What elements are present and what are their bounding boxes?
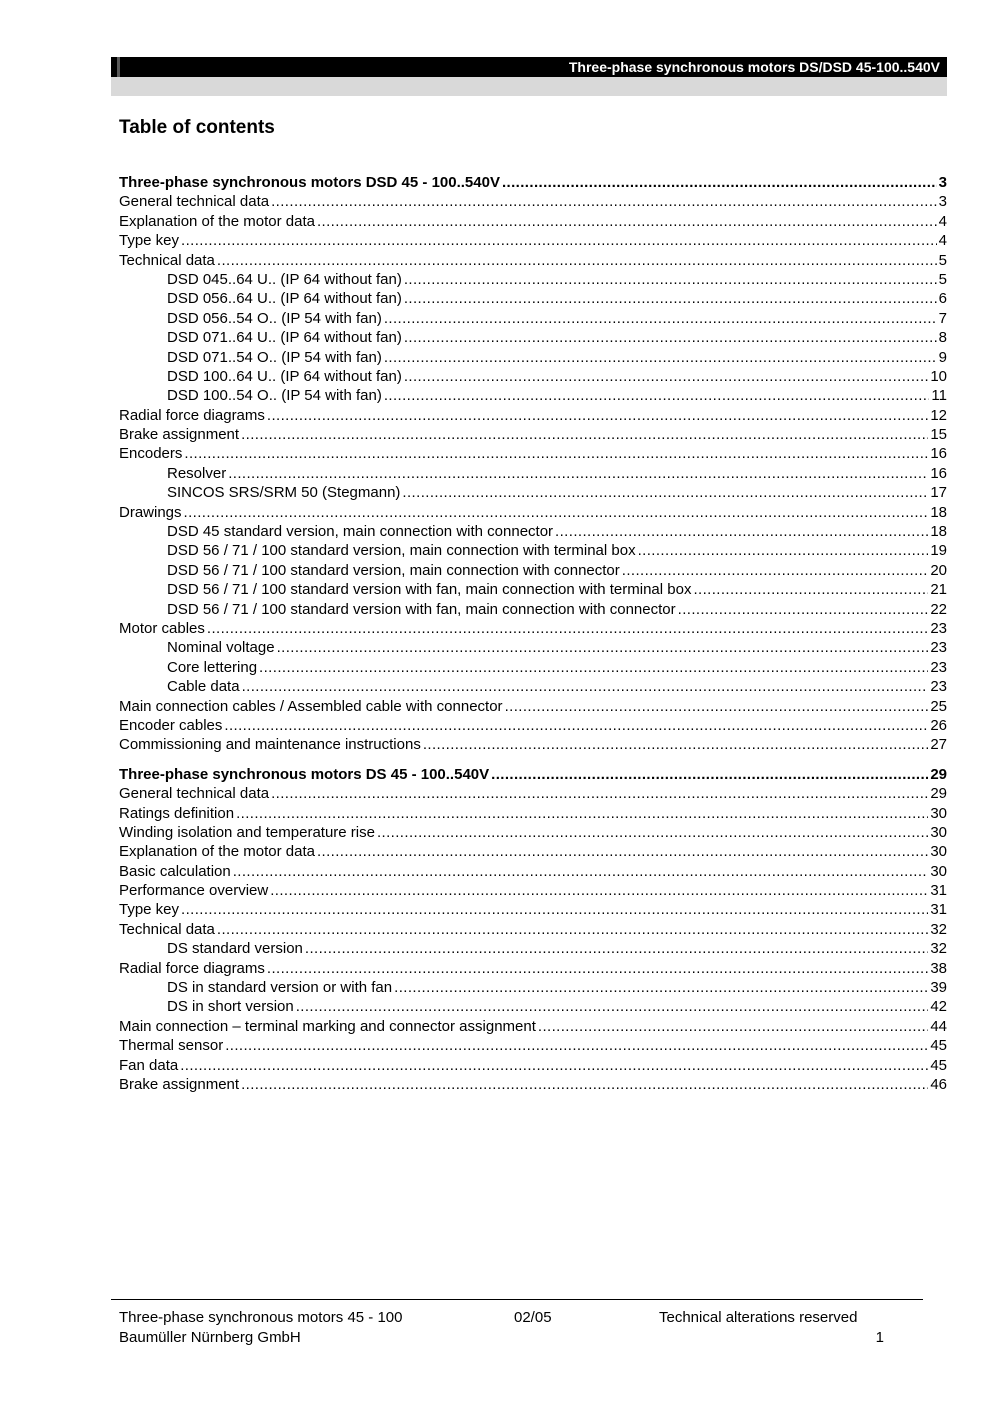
- toc-dot-leader: [384, 309, 937, 328]
- toc-entry-title: DSD 045..64 U.. (IP 64 without fan): [167, 270, 402, 288]
- toc-entry[interactable]: [119, 561, 947, 580]
- footer-date: 02/05: [514, 1309, 552, 1326]
- toc-entry-title: DSD 056..64 U.. (IP 64 without fan): [167, 290, 402, 308]
- toc-entry-title: SINCOS SRS/SRM 50 (Stegmann): [167, 484, 401, 502]
- toc-dot-leader: [404, 289, 937, 308]
- toc-entry-page: 44: [930, 1017, 947, 1035]
- toc-dot-leader: [296, 997, 929, 1016]
- toc-entry-title: DSD 45 standard version, main connection with connector: [167, 523, 554, 541]
- toc-entry-title: Nominal voltage: [167, 639, 275, 657]
- toc-dot-leader: [241, 425, 928, 444]
- toc-entry[interactable]: [119, 1017, 947, 1036]
- toc-entry-page: 15: [930, 426, 947, 444]
- toc-entry-page: 23: [930, 658, 947, 676]
- toc-entry-title: Explanation of the motor data: [119, 843, 315, 861]
- toc-entry[interactable]: [119, 348, 947, 367]
- toc-dot-leader: [317, 842, 928, 861]
- toc-dot-leader: [233, 862, 929, 881]
- toc-dot-leader: [555, 522, 928, 541]
- toc-entry[interactable]: [119, 1056, 947, 1075]
- toc-entry-page: 5: [938, 251, 947, 269]
- toc-entry-title: Ratings definition: [119, 804, 235, 822]
- toc-entry-page: 11: [931, 387, 947, 405]
- toc-dot-leader: [638, 541, 929, 560]
- toc-entry[interactable]: [119, 386, 947, 405]
- toc-dot-leader: [217, 920, 928, 939]
- toc-entry-page: 45: [930, 1056, 947, 1074]
- toc-dot-leader: [404, 328, 937, 347]
- toc-entry-title: Three-phase synchronous motors DS 45 - 100..540V: [119, 765, 490, 783]
- toc-entry[interactable]: [119, 881, 947, 900]
- toc-entry-page: 20: [930, 561, 947, 579]
- toc-entry-page: 23: [930, 639, 947, 657]
- toc-dot-leader: [384, 386, 930, 405]
- toc-entry-title: Core lettering: [167, 658, 258, 676]
- toc-entry[interactable]: [119, 765, 947, 784]
- toc-entry[interactable]: [119, 804, 947, 823]
- toc-dot-leader: [622, 561, 929, 580]
- toc-entry-page: 39: [930, 979, 947, 997]
- toc-entry-title: Cable data: [167, 678, 240, 696]
- toc-entry-title: Commissioning and maintenance instructions: [119, 736, 421, 754]
- toc-entry[interactable]: [119, 862, 947, 881]
- toc-dot-leader: [180, 1056, 928, 1075]
- toc-entry[interactable]: [119, 1075, 947, 1094]
- toc-dot-leader: [241, 1075, 928, 1094]
- toc-entry-page: 27: [930, 736, 947, 754]
- toc-entry[interactable]: [119, 270, 947, 289]
- toc-entry-title: DSD 100..54 O.. (IP 54 with fan): [167, 387, 382, 405]
- toc-dot-leader: [236, 804, 928, 823]
- toc-entry-title: DSD 56 / 71 / 100 standard version, main connection with terminal box: [167, 542, 636, 560]
- toc-entry[interactable]: [119, 503, 947, 522]
- toc-entry[interactable]: [119, 309, 947, 328]
- toc-dot-leader: [271, 192, 937, 211]
- toc-entry[interactable]: [119, 522, 947, 541]
- toc-entry[interactable]: [119, 658, 947, 677]
- toc-entry-title: Winding isolation and temperature rise: [119, 823, 375, 841]
- toc-dot-leader: [305, 939, 928, 958]
- toc-entry-page: 30: [930, 862, 947, 880]
- toc-entry[interactable]: [119, 697, 947, 716]
- toc-entry-title: Performance overview: [119, 882, 269, 900]
- toc-entry-page: 23: [930, 619, 947, 637]
- toc-entry-title: Motor cables: [119, 619, 205, 637]
- table-of-contents: [119, 173, 947, 1094]
- toc-entry-title: Resolver: [167, 464, 227, 482]
- toc-entry-page: 29: [930, 765, 947, 783]
- toc-entry[interactable]: [119, 192, 947, 211]
- toc-dot-leader: [538, 1017, 928, 1036]
- toc-dot-leader: [404, 367, 928, 386]
- toc-dot-leader: [228, 464, 928, 483]
- toc-entry[interactable]: [119, 367, 947, 386]
- toc-entry[interactable]: [119, 823, 947, 842]
- toc-entry-title: Technical data: [119, 251, 215, 269]
- toc-entry[interactable]: [119, 997, 947, 1016]
- toc-entry[interactable]: [119, 959, 947, 978]
- toc-entry-page: 46: [930, 1075, 947, 1093]
- toc-entry-page: 30: [930, 804, 947, 822]
- footer-divider: [111, 1299, 923, 1300]
- toc-entry-title: Three-phase synchronous motors DSD 45 - 100..540V: [119, 174, 500, 191]
- document-header-title: Three-phase synchronous motors DS/DSD 45-100..540V: [568, 59, 940, 75]
- toc-entry-title: Radial force diagrams: [119, 406, 265, 424]
- toc-dot-leader: [271, 784, 928, 803]
- toc-entry-page: 8: [938, 329, 947, 347]
- toc-entry-page: 17: [930, 484, 947, 502]
- toc-dot-leader: [423, 735, 928, 754]
- toc-entry-page: 26: [930, 716, 947, 734]
- toc-entry[interactable]: [119, 444, 947, 463]
- toc-dot-leader: [224, 716, 928, 735]
- toc-entry-page: 42: [930, 998, 947, 1016]
- toc-entry-title: DSD 100..64 U.. (IP 64 without fan): [167, 367, 402, 385]
- toc-entry-title: Type key: [119, 901, 180, 919]
- toc-dot-leader: [317, 212, 937, 231]
- toc-dot-leader: [270, 881, 928, 900]
- toc-entry-page: 25: [930, 697, 947, 715]
- toc-entry[interactable]: [119, 677, 947, 696]
- toc-entry[interactable]: [119, 328, 947, 347]
- toc-entry[interactable]: [119, 173, 947, 192]
- toc-dot-leader: [225, 1036, 928, 1055]
- toc-entry-title: DSD 56 / 71 / 100 standard version, main connection with connector: [167, 561, 620, 579]
- toc-entry[interactable]: [119, 716, 947, 735]
- toc-entry-page: 21: [930, 581, 947, 599]
- toc-entry-page: 18: [930, 503, 947, 521]
- toc-entry-page: 38: [930, 959, 947, 977]
- toc-dot-leader: [491, 765, 928, 784]
- toc-entry-page: 45: [930, 1037, 947, 1055]
- toc-dot-leader: [384, 348, 937, 367]
- toc-dot-leader: [678, 600, 929, 619]
- toc-entry-title: Main connection – terminal marking and connector assignment: [119, 1017, 536, 1035]
- toc-entry[interactable]: [119, 212, 947, 231]
- toc-entry-title: General technical data: [119, 193, 270, 211]
- toc-dot-leader: [277, 638, 929, 657]
- toc-entry-page: 3: [938, 193, 947, 211]
- toc-dot-leader: [502, 173, 937, 192]
- page-title: Table of contents: [119, 117, 275, 138]
- toc-entry-title: Encoders: [119, 445, 183, 463]
- toc-entry-title: Technical data: [119, 920, 215, 938]
- toc-entry-page: 9: [938, 348, 947, 366]
- footer-document-title: Three-phase synchronous motors 45 - 100: [119, 1309, 403, 1326]
- toc-entry[interactable]: [119, 406, 947, 425]
- toc-entry-title: DSD 071..64 U.. (IP 64 without fan): [167, 329, 402, 347]
- toc-dot-leader: [184, 444, 928, 463]
- toc-entry-page: 6: [938, 290, 947, 308]
- toc-entry[interactable]: [119, 920, 947, 939]
- toc-dot-leader: [181, 231, 937, 250]
- toc-entry-page: 31: [930, 882, 947, 900]
- toc-dot-leader: [404, 270, 937, 289]
- toc-entry-page: 18: [930, 523, 947, 541]
- toc-entry[interactable]: [119, 842, 947, 861]
- toc-entry-title: Encoder cables: [119, 716, 223, 734]
- toc-entry-title: Brake assignment: [119, 426, 240, 444]
- toc-entry-page: 3: [938, 174, 947, 191]
- toc-dot-leader: [207, 619, 928, 638]
- toc-entry[interactable]: [119, 231, 947, 250]
- footer-company: Baumüller Nürnberg GmbH: [119, 1329, 301, 1346]
- toc-entry[interactable]: [119, 638, 947, 657]
- toc-entry[interactable]: [119, 464, 947, 483]
- toc-entry-page: 4: [938, 232, 947, 250]
- toc-entry-title: DS standard version: [167, 940, 303, 958]
- toc-entry[interactable]: [119, 251, 947, 270]
- toc-dot-leader: [184, 503, 929, 522]
- toc-dot-leader: [394, 978, 928, 997]
- toc-entry-page: 16: [930, 464, 947, 482]
- toc-dot-leader: [242, 677, 929, 696]
- toc-entry-page: 16: [930, 445, 947, 463]
- document-header-bar: [111, 57, 947, 77]
- toc-entry-title: Type key: [119, 232, 180, 250]
- toc-entry[interactable]: [119, 483, 947, 502]
- toc-entry[interactable]: [119, 784, 947, 803]
- toc-entry-title: Brake assignment: [119, 1075, 240, 1093]
- toc-entry-title: Basic calculation: [119, 862, 231, 880]
- toc-entry-title: DSD 056..54 O.. (IP 54 with fan): [167, 309, 382, 327]
- toc-entry[interactable]: [119, 939, 947, 958]
- toc-entry-title: DS in short version: [167, 998, 294, 1016]
- toc-entry-page: 30: [930, 843, 947, 861]
- toc-entry[interactable]: [119, 735, 947, 754]
- toc-entry-title: Drawings: [119, 503, 182, 521]
- toc-entry-title: Main connection cables / Assembled cable with connector: [119, 697, 503, 715]
- toc-entry-title: Explanation of the motor data: [119, 212, 315, 230]
- toc-entry-title: Thermal sensor: [119, 1037, 224, 1055]
- toc-entry-page: 4: [938, 212, 947, 230]
- toc-dot-leader: [402, 483, 928, 502]
- toc-entry[interactable]: [119, 619, 947, 638]
- toc-entry-page: 12: [930, 406, 947, 424]
- toc-entry-page: 19: [930, 542, 947, 560]
- footer-page-number: 1: [875, 1329, 884, 1346]
- toc-entry[interactable]: [119, 425, 947, 444]
- toc-entry-page: 7: [938, 309, 947, 327]
- header-bar-accent: [117, 57, 120, 77]
- toc-entry-page: 31: [930, 901, 947, 919]
- toc-entry-title: DSD 56 / 71 / 100 standard version with fan, main connection with connector: [167, 600, 676, 618]
- toc-entry-title: DSD 56 / 71 / 100 standard version with fan, main connection with terminal box: [167, 581, 692, 599]
- toc-dot-leader: [377, 823, 928, 842]
- toc-entry[interactable]: [119, 289, 947, 308]
- footer-notice: Technical alterations reserved: [659, 1309, 858, 1326]
- toc-entry-page: 32: [930, 920, 947, 938]
- toc-dot-leader: [505, 697, 929, 716]
- toc-entry-page: 5: [938, 270, 947, 288]
- toc-entry-page: 30: [930, 823, 947, 841]
- toc-dot-leader: [181, 900, 928, 919]
- toc-dot-leader: [693, 580, 928, 599]
- toc-entry[interactable]: [119, 580, 947, 599]
- toc-entry[interactable]: [119, 1036, 947, 1055]
- toc-entry-page: 29: [930, 785, 947, 803]
- toc-entry-page: 22: [930, 600, 947, 618]
- toc-entry-page: 23: [930, 678, 947, 696]
- toc-entry-title: Radial force diagrams: [119, 959, 265, 977]
- toc-dot-leader: [267, 406, 928, 425]
- toc-entry-title: Fan data: [119, 1056, 179, 1074]
- toc-entry[interactable]: [119, 600, 947, 619]
- toc-entry-page: 10: [930, 367, 947, 385]
- toc-dot-leader: [267, 959, 928, 978]
- toc-dot-leader: [217, 251, 937, 270]
- toc-entry-title: DS in standard version or with fan: [167, 979, 393, 997]
- toc-dot-leader: [259, 658, 928, 677]
- toc-entry-title: General technical data: [119, 785, 270, 803]
- header-gray-band: [111, 77, 947, 96]
- toc-entry-title: DSD 071..54 O.. (IP 54 with fan): [167, 348, 382, 366]
- toc-entry[interactable]: [119, 541, 947, 560]
- toc-entry-page: 32: [930, 940, 947, 958]
- toc-entry[interactable]: [119, 900, 947, 919]
- toc-entry[interactable]: [119, 978, 947, 997]
